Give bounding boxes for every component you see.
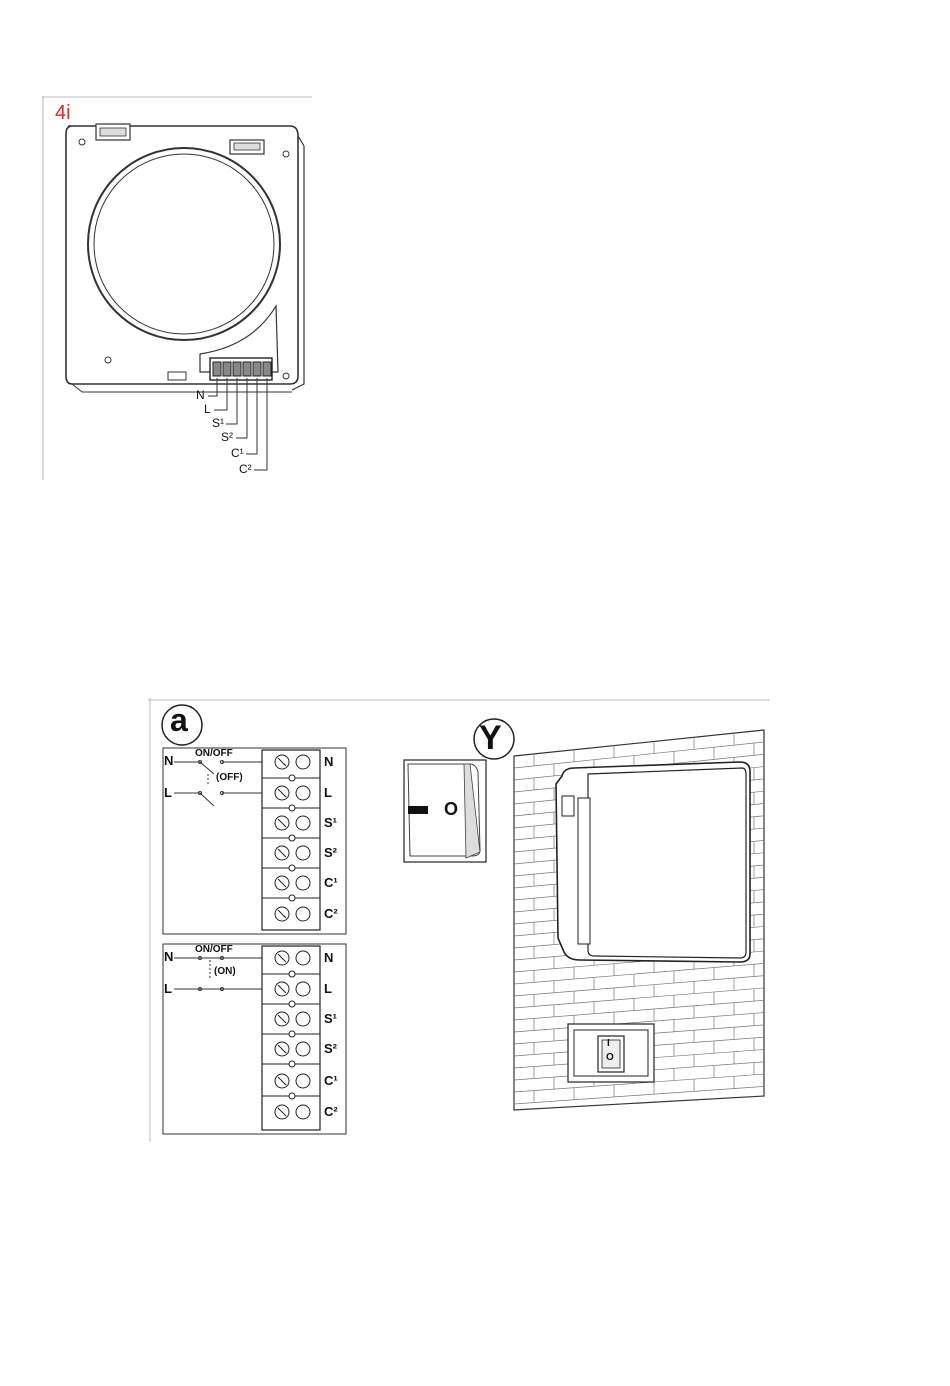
terminal-label-c2: C² xyxy=(239,462,252,476)
figure-a-y xyxy=(148,698,772,1142)
figure-4i-drawing xyxy=(42,96,314,480)
on-terminal-s2: S² xyxy=(324,1041,337,1056)
figure-a-label: a xyxy=(170,702,188,738)
on-switch-title: ON/OFF xyxy=(195,944,233,955)
off-terminal-strip xyxy=(262,750,320,930)
rocker-off-symbol: O xyxy=(444,799,459,819)
on-line-n: N xyxy=(164,949,174,964)
terminal-label-l: L xyxy=(204,402,211,416)
terminal-label-c1: C¹ xyxy=(231,446,244,460)
off-line-n: N xyxy=(164,753,174,768)
on-terminal-n: N xyxy=(324,950,334,965)
off-line-l: L xyxy=(164,785,172,800)
off-terminal-c1: C¹ xyxy=(324,875,338,890)
terminal-label-s2: S² xyxy=(221,430,233,444)
on-terminal-strip xyxy=(262,946,320,1130)
off-terminal-s2: S² xyxy=(324,845,337,860)
fan-unit xyxy=(556,762,750,962)
terminal-label-s1: S¹ xyxy=(212,416,224,430)
figure-a-y-drawing xyxy=(148,698,772,1142)
off-switch-title: ON/OFF xyxy=(195,748,233,759)
figure-y-label: Y xyxy=(479,719,502,757)
on-terminal-c1: C¹ xyxy=(324,1073,338,1088)
on-terminal-l: L xyxy=(324,981,332,996)
off-terminal-s1: S¹ xyxy=(324,815,337,830)
wall-switch-symbol-o: O xyxy=(606,1052,614,1063)
wall-switch-symbol-i: I xyxy=(607,1038,610,1049)
off-terminal-l: L xyxy=(324,785,332,800)
on-terminal-c2: C² xyxy=(324,1104,338,1119)
off-terminal-c2: C² xyxy=(324,906,338,921)
on-switch-state: (ON) xyxy=(214,966,236,977)
off-terminal-n: N xyxy=(324,754,334,769)
off-switch-state: (OFF) xyxy=(216,772,243,783)
terminal-label-n: N xyxy=(196,388,205,402)
on-terminal-s1: S¹ xyxy=(324,1011,337,1026)
figure-4i-label: 4i xyxy=(55,102,71,124)
figure-4i xyxy=(42,96,314,480)
on-line-l: L xyxy=(164,981,172,996)
